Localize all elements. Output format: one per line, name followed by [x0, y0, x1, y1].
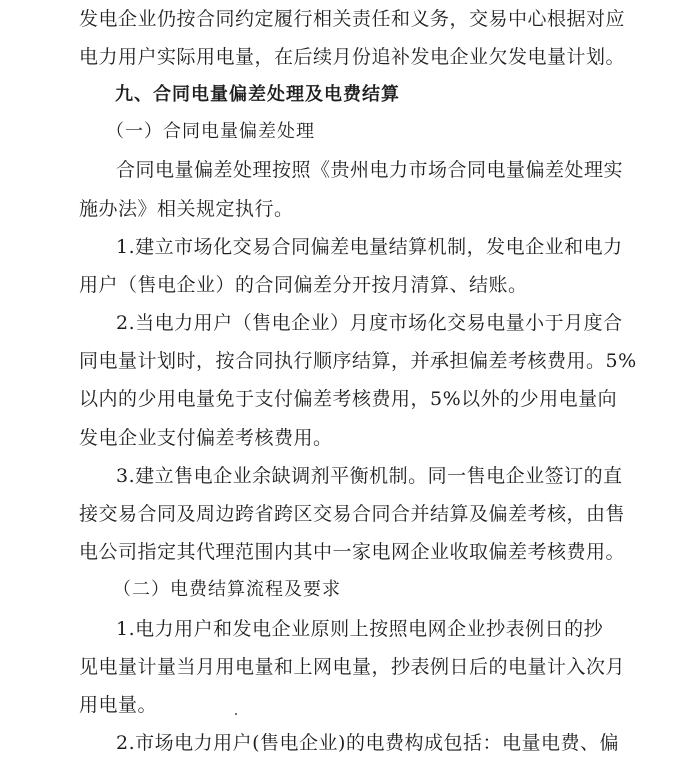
- subsection-heading-1: （一）合同电量偏差处理: [106, 121, 315, 142]
- settlement-item-1-line-1: 1.电力用户和发电企业原则上按照电网企业抄表例日的抄: [116, 618, 604, 640]
- paragraph-1-line-1: 合同电量偏差处理按照《贵州电力市场合同电量偏差处理实: [116, 159, 624, 181]
- item-2-line-3: 以内的少用电量免于支付偏差考核费用，5%以外的少用电量向: [79, 388, 618, 410]
- settlement-item-2-line-1: 2.市场电力用户(售电企业)的电费构成包括：电量电费、偏: [116, 732, 619, 754]
- item-1-line-1: 1.建立市场化交易合同偏差电量结算机制，发电企业和电力: [116, 236, 623, 258]
- section-heading: 九、合同电量偏差处理及电费结算: [115, 84, 400, 105]
- item-3-line-3: 电公司指定其代理范围内其中一家电网企业收取偏差考核费用。: [79, 541, 626, 563]
- subsection-heading-2: （二）电费结算流程及要求: [113, 579, 341, 600]
- item-2-line-4: 发电企业支付偏差考核费用。: [79, 427, 333, 449]
- item-1-line-2: 用户（售电企业）的合同偏差分开按月清算、结账。: [79, 274, 528, 296]
- settlement-item-1-line-3: 用电量。: [79, 694, 158, 716]
- item-2-line-1: 2.当电力用户（售电企业）月度市场化交易电量小于月度合: [116, 312, 623, 334]
- item-2-line-2: 同电量计划时，按合同执行顺序结算，并承担偏差考核费用。5%: [79, 350, 637, 372]
- item-3-line-1: 3.建立售电企业余缺调剂平衡机制。同一售电企业签订的直: [116, 465, 623, 487]
- item-3-line-2: 接交易合同及周边跨省跨区交易合同合并结算及偏差考核，由售: [79, 503, 626, 525]
- settlement-item-1-line-2: 见电量计量当月用电量和上网电量，抄表例日后的电量计入次月: [79, 656, 626, 678]
- paragraph-continuation-line-2: 电力用户实际用电量，在后续月份追补发电企业欠发电量计划。: [79, 46, 626, 68]
- paragraph-1-line-2: 施办法》相关规定执行。: [79, 198, 294, 220]
- scan-speck: [235, 713, 237, 715]
- paragraph-continuation-line-1: 发电企业仍按合同约定履行相关责任和义务，交易中心根据对应: [79, 8, 626, 30]
